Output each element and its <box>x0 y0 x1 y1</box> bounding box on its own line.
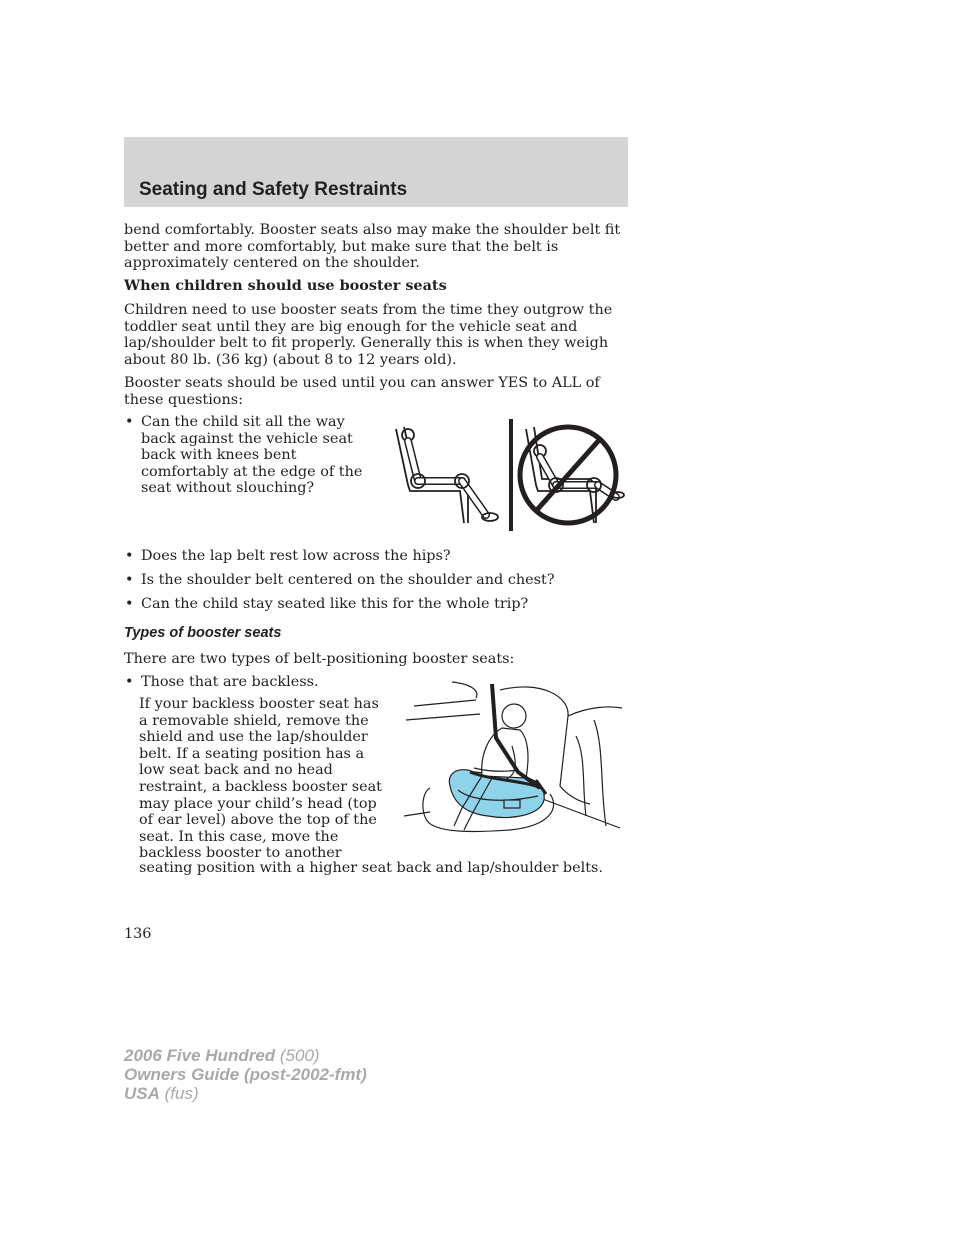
subheading-types: Types of booster seats <box>124 625 282 641</box>
footer-guide: Owners Guide (post-2002-fmt) <box>124 1065 367 1084</box>
section-title: Seating and Safety Restraints <box>139 179 408 200</box>
footer-line-guide <box>124 1065 367 1084</box>
bullet-marker: • <box>125 674 134 690</box>
paragraph-two-types: There are two types of belt-positioning booster seats: <box>124 651 515 667</box>
paragraph-belt-fit: bend comfortably. Booster seats also may make the shoulder belt fit better and more comfortably, but make sure that the belt is approximately centered on the shoulder. <box>124 222 621 272</box>
paragraph-backless-wrapped: If your backless booster seat has a removable shield, remove the shield and use the lap/shoulder belt. If a seating position has a low seat back and no head restraint, a backless booster seat may place your child’s head (top of ear level) above the top of the seat. In this case, move the backless booster to another <box>139 696 382 862</box>
bullet-whole-trip: Can the child stay seated like this for the whole trip? <box>141 596 529 612</box>
bullet-backless: Those that are backless. <box>141 674 319 690</box>
footer-line-model <box>124 1046 367 1065</box>
bullet-marker: • <box>125 548 134 564</box>
heading-when-to-use: When children should use booster seats <box>124 277 447 294</box>
seating-posture-illustration <box>390 415 630 535</box>
section-header <box>124 137 628 207</box>
footer-line-market <box>124 1084 367 1103</box>
page-number: 136 <box>124 926 152 942</box>
paragraph-yes-to-all: Booster seats should be used until you can answer YES to ALL of these questions: <box>124 375 600 408</box>
footer-model-code: (500) <box>275 1046 320 1065</box>
bullet-marker: • <box>125 414 134 430</box>
bullet-lap-belt: Does the lap belt rest low across the hips? <box>141 548 451 564</box>
footer-market: USA <box>124 1084 160 1103</box>
bullet-marker: • <box>125 572 134 588</box>
paragraph-when-to-use: Children need to use booster seats from the time they outgrow the toddler seat until they are big enough for the vehicle seat and lap/shoulder belt to fit properly. Generally this is when they weigh about 80 lb. (36 kg) (about 8 to 12 years old). <box>124 302 613 368</box>
backless-booster-illustration <box>400 676 626 842</box>
paragraph-backless-tail: seating position with a higher seat back and lap/shoulder belts. <box>139 860 603 876</box>
footer-market-code: (fus) <box>159 1084 199 1103</box>
document-footer <box>124 1046 367 1103</box>
bullet-sit-back: Can the child sit all the way back against the vehicle seat back with knees bent comfortably at the edge of the seat without slouching? <box>141 414 363 497</box>
bullet-marker: • <box>125 596 134 612</box>
footer-model: 2006 Five Hundred <box>124 1046 276 1065</box>
bullet-shoulder-belt: Is the shoulder belt centered on the shoulder and chest? <box>141 572 555 588</box>
